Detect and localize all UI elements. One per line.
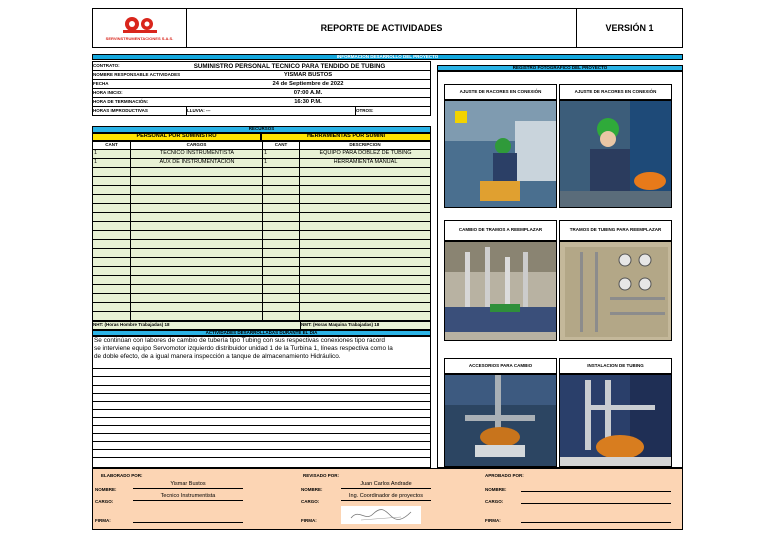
col-cant: CANT [105,142,118,148]
resource-desc [299,231,430,239]
resource-cant2 [262,258,299,266]
resource-cargo [130,177,262,185]
resource-desc [299,267,430,275]
resource-cant2 [262,204,299,212]
elaborated-sign-label: FIRMA: [95,518,111,523]
resource-cant2 [262,285,299,293]
col-desc: DESCRIPCION [299,142,430,149]
resource-cant2 [262,177,299,185]
activity-blank-line [93,442,430,450]
elaborated-role: Tecnico Instrumentista [133,494,243,501]
resource-cargo [130,303,262,311]
resource-row [93,303,430,312]
photo-5-image [445,375,557,467]
resources-title: RECURSOS [92,126,431,133]
resource-cargo [130,276,262,284]
approved-title: APROBADO POR: [485,473,524,478]
photo-2-image [560,101,672,208]
resource-cargo [130,231,262,239]
col-cargos: CARGOS [130,142,262,149]
resource-desc [299,312,430,320]
resource-cant2 [262,231,299,239]
approved-name-line [521,491,671,492]
photo-6-image [560,375,672,467]
photo-1-image [445,101,557,208]
resource-row [93,204,430,213]
resources-header-row [93,142,430,150]
activity-blank-lines [93,361,430,458]
resource-cargo [130,312,262,320]
approved-role-label: CARGO: [485,499,504,504]
resource-desc [299,186,430,194]
resource-row [93,177,430,186]
photos-title: REGISTRO FOTOGRAFICO DEL PROYECTO [437,65,683,71]
resource-cant [93,285,130,293]
resource-cant [93,258,130,266]
elaborated-name-label: NOMBRE: [95,487,117,492]
reviewed-sign-label: FIRMA: [301,518,317,523]
resource-cant2 [262,222,299,230]
date-label: FECHA [93,80,109,86]
elaborated-sign-line [133,522,243,523]
photo-5 [444,374,557,467]
approved-sign-label: FIRMA: [485,518,501,523]
resource-cant2: 1 [262,150,299,158]
contract-label: CONTRATO: [93,62,120,68]
reviewed-name-label: NOMBRE: [301,487,323,492]
tools-title: HERRAMIENTAS POR SUMINI [261,133,431,141]
activity-blank-line [93,450,430,458]
reviewed-title: REVISADO POR: [303,473,340,478]
activity-blank-line [93,426,430,434]
resource-desc: EQUIPO PARA DOBLEZ DE TUBING [299,150,430,158]
resource-desc [299,213,430,221]
activity-blank-line [93,386,430,394]
resource-cargo [130,267,262,275]
start-time-value: 07:00 A.M. [293,90,323,96]
resource-cant: 1 [94,159,98,166]
resource-cant [93,222,130,230]
approved-sign-line [521,522,671,523]
report-title: REPORTE DE ACTIVIDADES [186,8,577,48]
photo-3-image [445,242,557,341]
reviewed-signature [341,506,421,524]
photo-3 [444,241,557,341]
photos-panel [437,71,683,468]
resource-desc [299,195,430,203]
responsible-value: YISMAR BUSTOS [283,72,333,78]
activities-title: ACTIVIDADES DESARROLLADAS DURANTE EL DIA [92,330,431,336]
resource-row [93,258,430,267]
resource-cant2 [262,267,299,275]
resource-desc [299,276,430,284]
others-label: OTROS: [355,107,430,115]
photo-6-caption: INSTALACION DE TUBING [559,358,672,374]
reviewed-role-label: CARGO: [301,499,320,504]
resource-desc [299,303,430,311]
resource-cant [93,240,130,248]
resource-row [93,213,430,222]
report-sheet [92,8,683,530]
resource-desc [299,168,430,176]
activity-blank-line [93,394,430,402]
start-time-label: HORA INICIO: [93,89,123,95]
resource-cargo [130,195,262,203]
photo-4-caption: TRAMOS DE TUBING PARA REEMPLAZAR [559,220,672,241]
report-version: VERSIÓN 1 [576,8,683,48]
handwritten-signature-icon [341,506,421,524]
resource-desc [299,258,430,266]
reviewed-name: Juan Carlos Andrade [341,482,431,489]
company-logo [92,8,187,48]
resource-row [93,312,430,321]
resources-totals [92,322,431,330]
activity-blank-line [93,410,430,418]
resource-cargo [130,222,262,230]
resource-cargo [130,204,262,212]
responsible-label: NOMBRE RESPONSABLE ACTIVIDADES [93,71,181,77]
resource-cargo [130,186,262,194]
col-cant2: CANT [262,142,299,149]
resource-cant: 1 [94,150,98,157]
resource-row [93,276,430,285]
resource-desc: HERRAMIENTA MANUAL [299,159,430,167]
info-table [92,61,431,116]
resource-cargo: TECNICO INSTRUMENTISTA [130,150,262,158]
resource-cargo [130,168,262,176]
resources-table [92,141,431,322]
resource-cant [93,249,130,257]
personal-title: PERSONAL POR SUMINISTRO [92,133,261,141]
resource-row [93,186,430,195]
date-value: 24 de Septiembre de 2022 [272,81,344,87]
resource-cant2 [262,312,299,320]
photo-4 [559,241,672,341]
resource-cargo [130,213,262,221]
end-time-label: HORA DE TERMINACIÓN: [93,98,149,104]
resource-row [93,285,430,294]
elaborated-title: ELABORADO POR: [101,473,143,478]
activity-blank-line [93,402,430,410]
activity-blank-line [93,369,430,377]
company-name: SERVINSTRUMENTACIONES S.A.S. [105,36,174,41]
resource-cant [93,213,130,221]
end-time-value: 16:30 P.M. [294,99,322,105]
approved-role-line [521,503,671,504]
resource-desc [299,222,430,230]
resource-cant2 [262,213,299,221]
activity-blank-line [93,377,430,385]
resource-row [93,222,430,231]
resource-cant [93,168,130,176]
signatures-panel [92,468,683,530]
photo-3-caption: CAMBIO DE TRAMOS A REEMPLAZAR [444,220,557,241]
total-tools: NMT: (Horas Maquina Trabajadas) 18 [300,322,430,329]
photo-1-caption: AJUSTE DE RACORES EN CONEXIÓN [444,84,557,100]
photo-2 [559,100,672,208]
activity-line-3: de doble efecto, de a igual manera inspección a tanque de almacenamiento Hidráulico. [94,353,341,361]
resource-cant2 [262,195,299,203]
resource-row [93,240,430,249]
resource-row [93,195,430,204]
resource-desc [299,240,430,248]
resource-cant2 [262,240,299,248]
resource-cant [93,294,130,302]
total-personal: NHT: (Horas Hombre Trabajadas) 18 [93,322,300,329]
resource-cant2 [262,186,299,194]
activity-blank-line [93,361,430,369]
activities-box [92,336,431,468]
resource-cant [93,267,130,275]
resource-cant2: 1 [262,159,299,167]
resource-cargo [130,240,262,248]
resource-cant [93,177,130,185]
photo-2-caption: AJUSTE DE RACORES EN CONEXIÓN [559,84,672,100]
gear-logo-icon [120,15,160,35]
elaborated-name: Yismar Bustos [133,482,243,489]
resource-row [93,249,430,258]
resource-row [93,231,430,240]
rain-label: LLUVIA: --- [186,107,355,115]
resource-cargo [130,294,262,302]
activity-line-2: se interviene equipo Servomotor izquierdo distribuidor unidad 1 de la Turbina 1, líneas respectiva como la [94,345,393,353]
activity-blank-line [93,434,430,442]
photo-5-caption: ACCESORIOS PARA CAMBIO [444,358,557,374]
info-section-title: INFORMACION DESARROLLO DEL PROYECTO [92,54,683,60]
resource-cant [93,231,130,239]
photo-6 [559,374,672,467]
resource-desc [299,294,430,302]
resource-cant [93,276,130,284]
resource-cargo: AUX DE INSTRUMENTACION [130,159,262,167]
resource-cant [93,303,130,311]
resource-cant2 [262,249,299,257]
resource-desc [299,249,430,257]
resource-cant2 [262,168,299,176]
resource-cargo [130,249,262,257]
resource-row [93,159,430,168]
elaborated-role-label: CARGO: [95,499,114,504]
activity-blank-line [93,418,430,426]
resource-desc [299,285,430,293]
resource-desc [299,204,430,212]
photo-1 [444,100,557,208]
resource-cargo [130,258,262,266]
resources-body [93,150,430,321]
resource-cant [93,312,130,320]
resource-row [93,168,430,177]
lost-hours-label: HORAS IMPRODUCTIVAS [93,107,148,113]
resource-desc [299,177,430,185]
resource-row [93,267,430,276]
resource-cant2 [262,276,299,284]
activity-line-1: Se continúan con labores de cambio de tubería tipo Tubing con sus respectivas conexiones tipo racord [94,337,385,344]
reviewed-role: Ing. Coordinador de proyectos [341,494,431,501]
contract-value: SUMINISTRO PERSONAL TECNICO PARA TENDIDO DE TUBING [193,62,386,70]
approved-name-label: NOMBRE: [485,487,507,492]
resource-cant [93,204,130,212]
resource-cant [93,195,130,203]
resource-cant2 [262,294,299,302]
resource-cargo [130,285,262,293]
resource-row [93,150,430,159]
photo-4-image [560,242,672,341]
resource-cant2 [262,303,299,311]
resource-row [93,294,430,303]
resource-cant [93,186,130,194]
